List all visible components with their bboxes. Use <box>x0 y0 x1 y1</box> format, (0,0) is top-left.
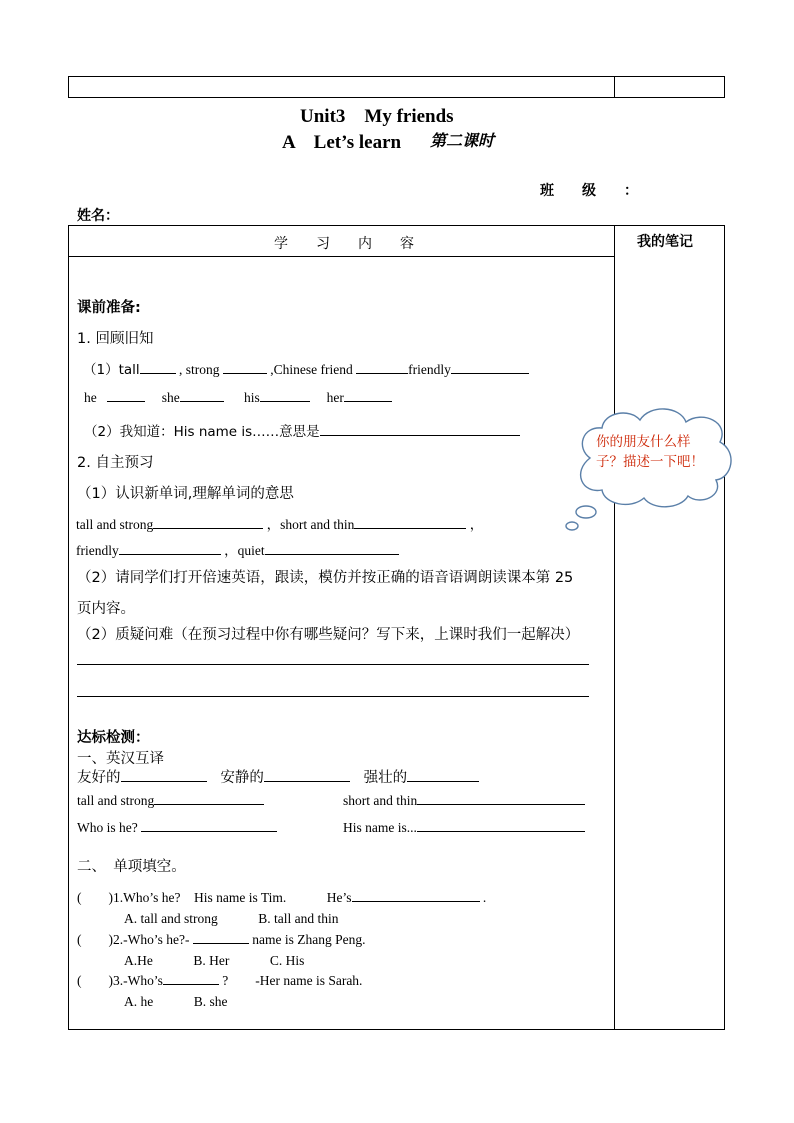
blank-line <box>154 792 264 805</box>
word-comma: ， <box>469 517 484 532</box>
blank-line <box>193 931 249 944</box>
question-3-text-a: ( )3.-Who’s <box>77 973 163 988</box>
lesson-label: 第二课时 <box>430 131 495 150</box>
main-table-header-line <box>68 256 614 257</box>
blank-line <box>153 516 263 529</box>
cn-word-quiet: 安静的 <box>220 770 264 786</box>
prep-heading: 课前准备: <box>77 300 141 316</box>
blank-line <box>119 542 221 555</box>
new-words-heading: （1）认识新单词,理解单词的意思 <box>77 486 294 502</box>
blank-line <box>417 792 585 805</box>
translate-his-name <box>343 819 585 836</box>
words-row-1 <box>76 513 483 533</box>
blank-line <box>223 361 267 374</box>
review-friendly: friendly <box>408 362 451 377</box>
top-table-divider <box>614 76 615 98</box>
blank-line <box>407 769 479 782</box>
question-instruction: （2）质疑问难（在预习过程中你有哪些疑问？写下来，上课时我们一起解决） <box>77 627 580 643</box>
blank-line <box>260 389 310 402</box>
main-table-divider <box>614 225 615 1030</box>
section-2-heading: 二、 单项填空。 <box>77 859 186 875</box>
question-2 <box>77 928 365 948</box>
thought-cloud-text: 你的朋友什么样子？描述一下吧！ <box>596 434 704 470</box>
translate-who-is-he-text: Who is he? <box>77 820 138 835</box>
col-notes-header: 我的笔记 <box>637 234 693 250</box>
blank-line <box>140 361 176 374</box>
cn-word-strong: 强壮的 <box>363 770 408 786</box>
translate-short-thin <box>343 792 585 809</box>
question-1-text: ( )1.Who’s he? His name is Tim. He’s <box>77 890 352 905</box>
blank-line <box>352 889 480 902</box>
name-label: 姓名： <box>77 208 119 224</box>
page-title: Unit3 My friends <box>300 106 454 127</box>
blank-line <box>107 389 145 402</box>
word-tall-strong: tall and strong <box>76 517 154 532</box>
blank-line <box>180 389 224 402</box>
know-row <box>84 420 520 440</box>
blank-line <box>121 769 207 782</box>
question-2-text-b: name is Zhang Peng. <box>252 932 366 947</box>
question-3-options: A. he B. she <box>124 994 228 1009</box>
review-tall: （1）tall <box>83 362 140 378</box>
translate-tall-strong-text: tall and strong <box>77 793 155 808</box>
blank-line <box>141 819 277 832</box>
question-1-options: A. tall and strong B. tall and thin <box>124 911 339 926</box>
blank-line <box>354 516 466 529</box>
blank-line <box>451 361 529 374</box>
word-short-thin: ，short and thin <box>266 517 355 532</box>
blank-line <box>265 542 399 555</box>
translate-who-is-he <box>77 819 277 836</box>
class-label: 班 级 ： <box>540 183 638 199</box>
read-instruction-line1: （2）请同学们打开倍速英语，跟读，模仿并按正确的语音语调朗读课本第 25 <box>77 570 574 586</box>
review-she: she <box>161 390 180 405</box>
cn-words-row <box>77 766 479 787</box>
know-text: （2）我知道：His name is……意思是 <box>84 424 320 440</box>
test-heading: 达标检测： <box>77 730 150 746</box>
section-1-heading: 一、英汉互译 <box>77 751 164 767</box>
word-friendly: friendly <box>76 543 119 558</box>
translate-his-name-text: His name is... <box>343 820 417 835</box>
blank-line <box>344 389 392 402</box>
page-subtitle: A Let’s learn <box>282 132 402 153</box>
review-heading: 1. 回顾旧知 <box>77 331 154 347</box>
answer-line-1 <box>77 664 589 665</box>
review-strong: , strong <box>179 362 220 377</box>
review-her: her <box>326 390 344 405</box>
question-2-options: A.He B. Her C. His <box>124 953 305 968</box>
self-study-heading: 2. 自主预习 <box>77 455 154 471</box>
question-1-end: . <box>482 890 487 905</box>
translate-tall-strong <box>77 792 264 809</box>
blank-line <box>163 972 219 985</box>
question-3-text-b: ? -Her name is Sarah. <box>222 973 363 988</box>
read-instruction-line2: 页内容。 <box>77 601 135 617</box>
cn-word-friendly: 友好的 <box>77 770 121 786</box>
review-his: his <box>244 390 260 405</box>
review-row-1 <box>83 358 529 378</box>
review-chinese-friend: ,Chinese friend <box>270 362 353 377</box>
blank-line <box>417 819 585 832</box>
words-row-2 <box>76 539 399 559</box>
blank-line <box>320 423 520 436</box>
col-content-header: 学 习 内 容 <box>274 236 414 252</box>
answer-line-2 <box>77 696 589 697</box>
question-1 <box>77 886 486 906</box>
question-2-text-a: ( )2.-Who’s he?- <box>77 932 190 947</box>
question-3 <box>77 969 362 989</box>
top-table <box>68 76 725 98</box>
translate-short-thin-text: short and thin <box>343 793 418 808</box>
review-he: he <box>84 390 97 405</box>
blank-line <box>356 361 408 374</box>
review-row-2 <box>84 389 392 406</box>
blank-line <box>264 769 350 782</box>
word-quiet: ，quiet <box>224 543 265 558</box>
